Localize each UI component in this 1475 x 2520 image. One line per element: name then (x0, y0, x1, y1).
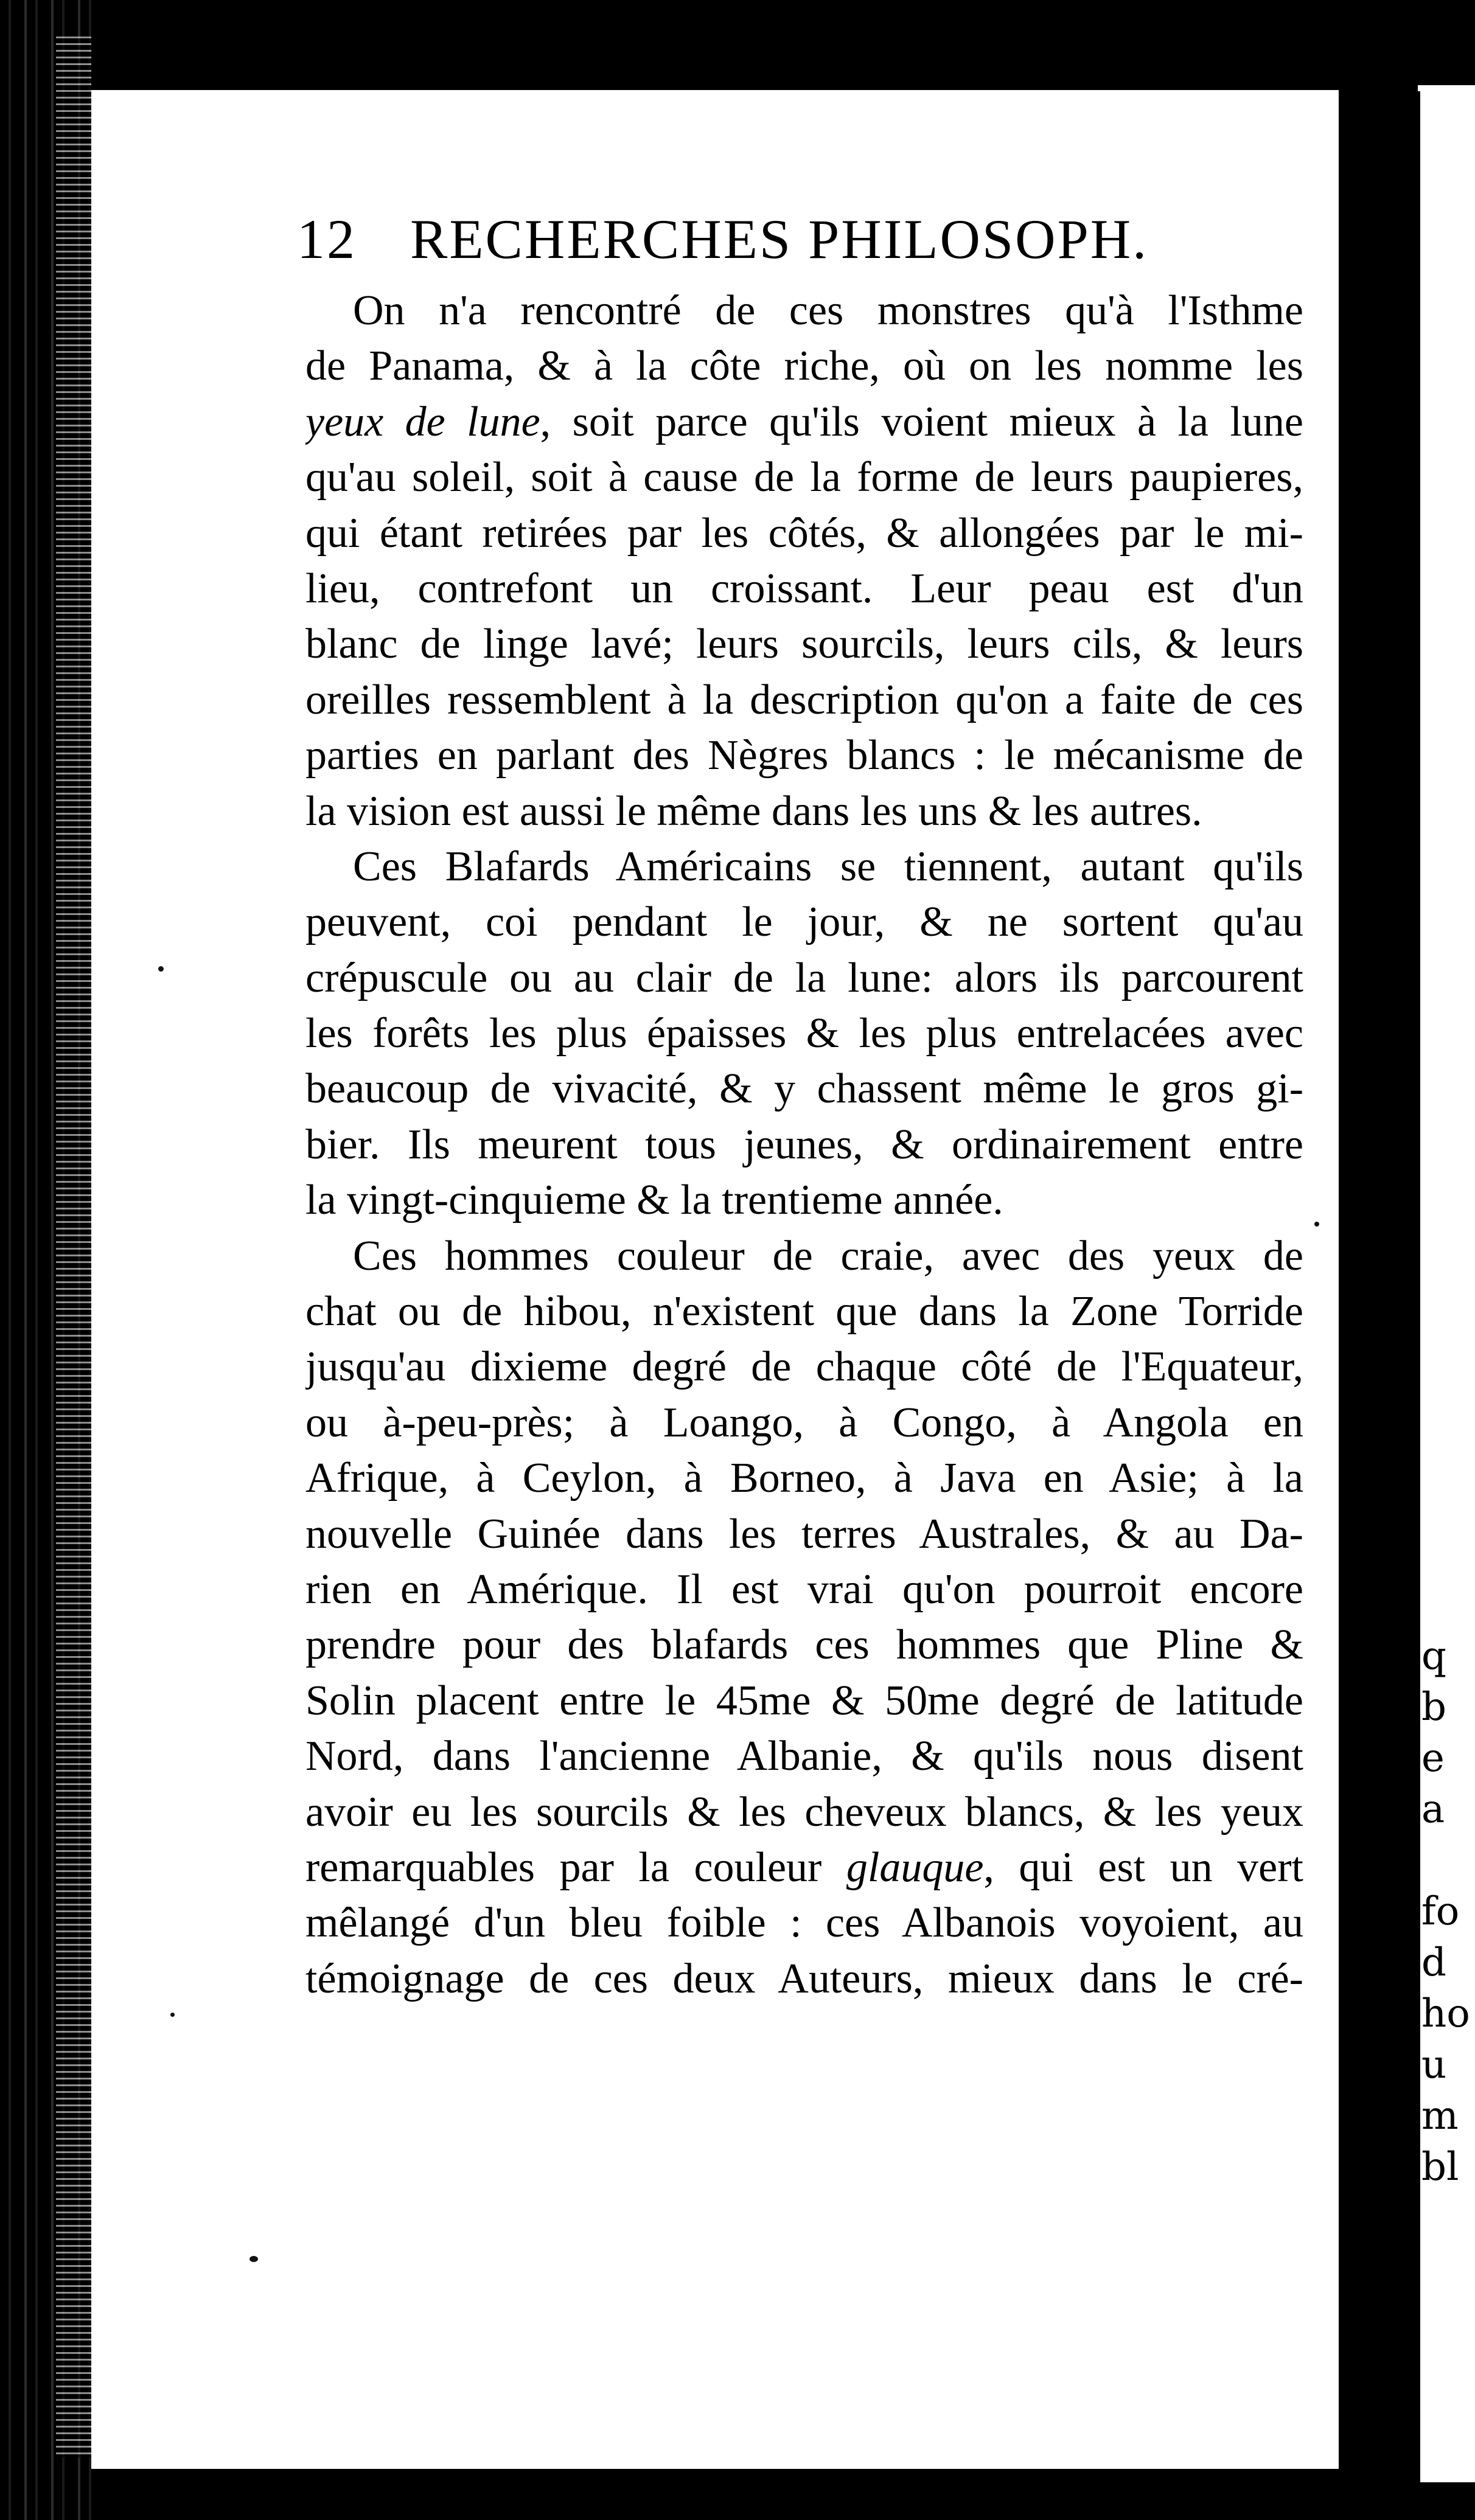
line-text: qu'au soleil, soit à cause de la forme de leurs paupieres, (305, 454, 1303, 501)
line-text: Nord, dans l'ancienne Albanie, & qu'ils nous disent (305, 1733, 1303, 1780)
text-line (305, 1284, 1303, 1339)
text-line (305, 1506, 1303, 1562)
line-text: de Panama, & à la côte riche, où on les nomme les (305, 343, 1303, 390)
gutter (1339, 0, 1418, 2520)
text-line (305, 1951, 1303, 2007)
line-text: Solin placent entre le 45me & 50me degré de latitude (305, 1677, 1303, 1724)
facing-page-edge (1407, 91, 1420, 2482)
line-text: la vingt-cinquieme & la trentieme année. (305, 1177, 1003, 1224)
line-text: témoignage de ces deux Auteurs, mieux dans le cré- (305, 1955, 1303, 2002)
line-text: crépuscule ou au clair de la lune: alors ils parcourent (305, 954, 1303, 1001)
line-text: jusqu'au dixieme degré de chaque côté de l'Equateur, (305, 1343, 1303, 1391)
speck (170, 2013, 175, 2017)
line-text: On n'a rencontré de ces monstres qu'à l'Isthme (353, 287, 1303, 334)
line-text: nouvelle Guinée dans les terres Australes, & au Da- (305, 1510, 1303, 1558)
text-line (305, 1117, 1303, 1172)
text-line (305, 506, 1303, 561)
text-line (305, 1228, 1303, 1284)
text-line (305, 728, 1303, 783)
text-line (305, 1339, 1303, 1394)
line-text: Ces Blafards Américains se tiennent, autant qu'ils (353, 843, 1303, 890)
line-text: oreilles ressemblent à la description qu'on a faite de ces (305, 676, 1303, 723)
running-head (297, 206, 1271, 273)
line-text: Ces hommes couleur de craie, avec des yeux de (353, 1232, 1303, 1279)
text-line (305, 894, 1303, 950)
text-line (305, 1895, 1303, 1951)
text-line (305, 1617, 1303, 1672)
text-line (305, 1061, 1303, 1116)
text-line (305, 561, 1303, 616)
text-line (305, 672, 1303, 728)
speck (1314, 1222, 1319, 1227)
text-line (305, 1673, 1303, 1728)
speck (158, 966, 164, 972)
line-text: beaucoup de vivacité, & y chassent même le gros gi- (305, 1065, 1303, 1113)
line-text: avoir eu les sourcils & les cheveux blancs, & les yeux (305, 1788, 1303, 1836)
line-text: ou à-peu-près; à Loango, à Congo, à Angola en (305, 1399, 1303, 1446)
body-text (305, 283, 1303, 2007)
italic-phrase: glauque (846, 1843, 984, 1891)
page-number: 12 (297, 208, 357, 270)
line-text: lieu, contrefont un croissant. Leur peau est d'un (305, 565, 1303, 612)
line-text: blanc de linge lavé; leurs sourcils, leurs cils, & leurs (305, 621, 1303, 668)
text-line (305, 1562, 1303, 1617)
line-text: mêlangé d'un bleu foible : ces Albanois voyoient, au (305, 1899, 1303, 1947)
text-line (305, 394, 1303, 450)
line-text: , soit parce qu'ils voient mieux à la lune (540, 398, 1303, 445)
line-text: chat ou de hibou, n'existent que dans la Zone Torride (305, 1288, 1303, 1335)
text-line (305, 1840, 1303, 1895)
italic-phrase: yeux de lune (305, 398, 540, 445)
text-line (305, 1172, 1303, 1228)
text-line (305, 1784, 1303, 1840)
line-text: rien en Amérique. Il est vrai qu'on pourroit encore (305, 1565, 1303, 1613)
text-line (305, 616, 1303, 672)
running-title: RECHERCHES PHILOSOPH. (410, 208, 1149, 270)
line-text: les forêts les plus épaisses & les plus entrelacées avec (305, 1010, 1303, 1057)
text-line (305, 283, 1303, 338)
text-line (305, 1395, 1303, 1450)
text-line (305, 1450, 1303, 1506)
line-text: parties en parlant des Nègres blancs : le mécanisme de (305, 732, 1303, 779)
text-line (305, 950, 1303, 1006)
line-text: bier. Ils meurent tous jeunes, & ordinairement entre (305, 1121, 1303, 1168)
line-text: Afrique, à Ceylon, à Borneo, à Java en Asie; à la (305, 1455, 1303, 1502)
text-line (305, 1006, 1303, 1061)
line-text: , qui est un vert (983, 1843, 1303, 1891)
line-text: la vision est aussi le même dans les uns & les autres. (305, 787, 1202, 835)
line-text: qui étant retirées par les côtés, & allongées par le mi- (305, 509, 1303, 557)
text-line (305, 1728, 1303, 1784)
text-line (305, 839, 1303, 894)
page-stack-edge (56, 37, 91, 2458)
facing-page-text-fragment: q b e a fo d ho u m bl (1421, 1634, 1470, 2190)
text-line (305, 784, 1303, 839)
text-line (305, 338, 1303, 394)
text-line (305, 450, 1303, 505)
line-text: peuvent, coi pendant le jour, & ne sortent qu'au (305, 899, 1303, 946)
line-text: remarquables par la couleur (305, 1843, 846, 1891)
line-text: prendre pour des blafards ces hommes que Pline & (305, 1621, 1303, 1669)
speck (249, 2256, 258, 2262)
